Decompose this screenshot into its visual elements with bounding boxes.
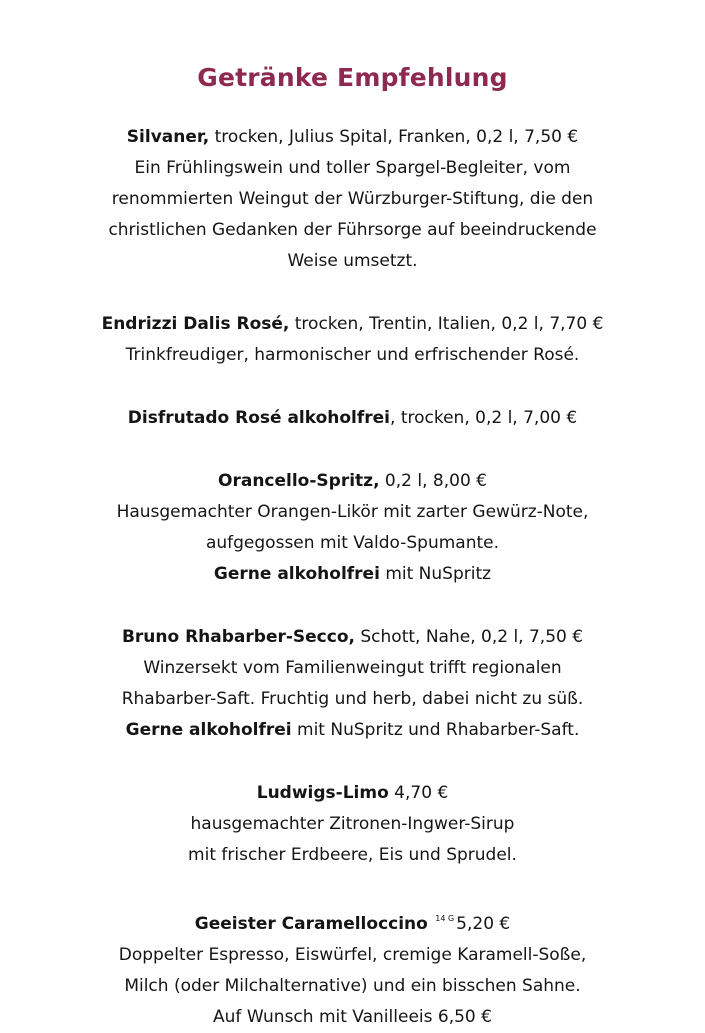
item-details: trocken, Trentin, Italien, 0,2 l, 7,70 € <box>289 314 604 334</box>
item-heading <box>0 122 705 153</box>
menu-item-bruno <box>0 622 705 746</box>
alcohol-free-label: Gerne alkoholfrei <box>213 564 380 584</box>
item-description-line: renommierten Weingut der Würzburger-Stiftung, die den <box>111 189 594 209</box>
item-details: 0,2 l, 8,00 € <box>379 471 487 491</box>
menu-item-endrizzi <box>0 309 705 371</box>
item-details: Schott, Nahe, 0,2 l, 7,50 € <box>354 627 584 647</box>
item-heading <box>0 622 705 653</box>
item-description-line: Hausgemachter Orangen-Likör mit zarter Gewürz-Note, <box>116 502 589 522</box>
item-name: Endrizzi Dalis Rosé, <box>101 314 290 334</box>
item-description-line: aufgegossen mit Valdo-Spumante. <box>205 533 500 553</box>
item-heading <box>0 403 705 434</box>
menu-item-geeister-caramelloccino <box>0 903 705 1033</box>
item-details: trocken, Julius Spital, Franken, 0,2 l, 7,50 € <box>209 127 579 147</box>
item-description-line: Auf Wunsch mit Vanilleeis 6,50 € <box>213 1007 492 1027</box>
item-description-line: christlichen Gedanken der Führsorge auf beeindruckende <box>108 220 597 240</box>
item-details: 4,70 € <box>388 783 449 803</box>
item-heading <box>0 903 705 940</box>
item-details: 5,20 € <box>456 914 511 934</box>
item-heading <box>0 309 705 340</box>
item-description-line: Weise umsetzt. <box>287 251 418 271</box>
allergen-code: 14 G <box>435 914 455 923</box>
item-description-line: Milch (oder Milchalternative) und ein bisschen Sahne. <box>124 976 581 996</box>
menu-item-silvaner <box>0 122 705 277</box>
alcohol-free-label: Gerne alkoholfrei <box>125 720 292 740</box>
page-title: Getränke Empfehlung <box>197 63 508 92</box>
item-name: Geeister Caramelloccino <box>194 914 428 934</box>
item-description-line: mit frischer Erdbeere, Eis und Sprudel. <box>188 845 517 865</box>
item-name: Disfrutado Rosé alkoholfrei <box>127 408 391 428</box>
item-heading <box>0 778 705 809</box>
item-description-line: hausgemachter Zitronen-Ingwer-Sirup <box>190 814 515 834</box>
item-alcohol-free-note <box>0 559 705 590</box>
item-name: Silvaner, <box>126 127 210 147</box>
item-name: Ludwigs-Limo <box>256 783 389 803</box>
item-alcohol-free-note <box>0 715 705 746</box>
item-description-line: Doppelter Espresso, Eiswürfel, cremige Karamell-Soße, <box>118 945 587 965</box>
item-description-line: Ein Frühlingswein und toller Spargel-Begleiter, vom <box>134 158 571 178</box>
menu-item-disfrutado <box>0 403 705 434</box>
alcohol-free-detail: mit NuSpritz und Rhabarber-Saft. <box>291 720 580 740</box>
menu-item-orancello <box>0 466 705 590</box>
item-description-line: Trinkfreudiger, harmonischer und erfrischender Rosé. <box>125 345 580 365</box>
item-name: Bruno Rhabarber-Secco, <box>121 627 355 647</box>
item-name: Orancello-Spritz, <box>218 471 380 491</box>
menu-item-ludwigs-limo <box>0 778 705 871</box>
item-description-line: Winzersekt vom Familienweingut trifft regionalen <box>143 658 562 678</box>
item-details: , trocken, 0,2 l, 7,00 € <box>390 408 578 428</box>
item-description-line: Rhabarber-Saft. Fruchtig und herb, dabei nicht zu süß. <box>121 689 584 709</box>
item-heading <box>0 466 705 497</box>
alcohol-free-detail: mit NuSpritz <box>379 564 492 584</box>
